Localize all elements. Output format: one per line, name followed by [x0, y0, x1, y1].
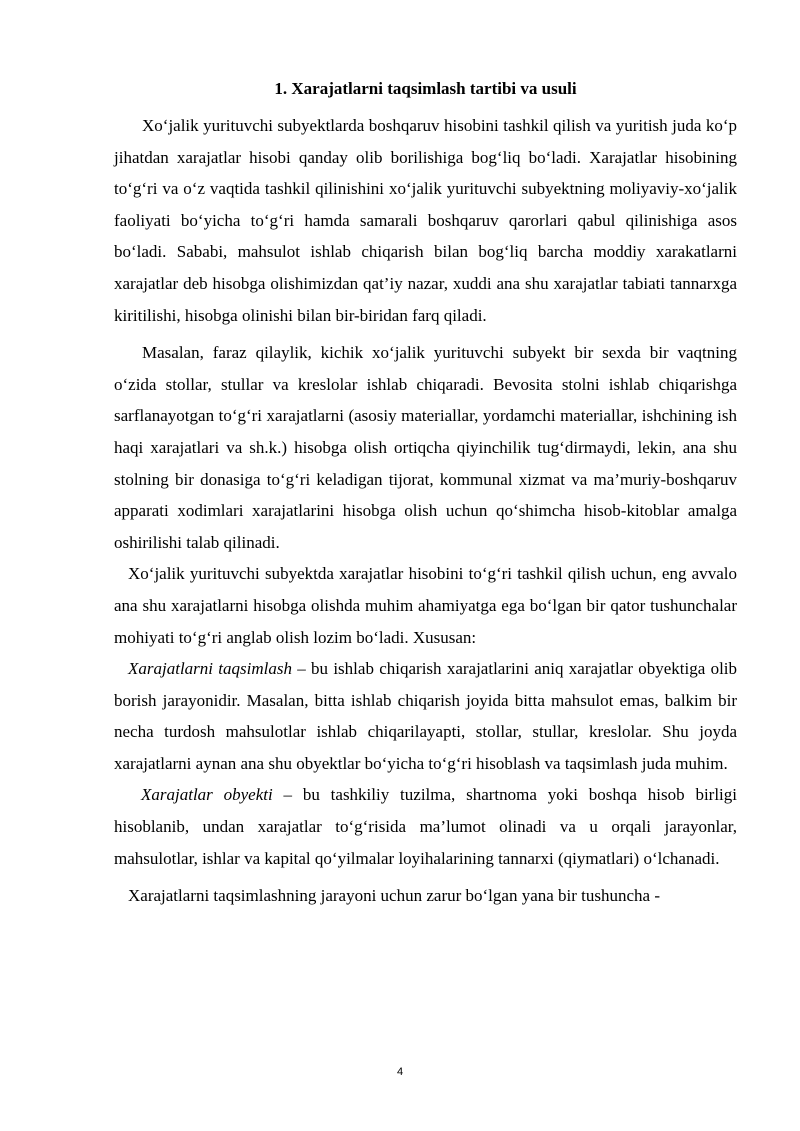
paragraph-5 — [114, 779, 737, 874]
paragraph-4 — [114, 653, 737, 779]
paragraph-5-text: – bu tashkiliy tuzilma, shartnoma yoki boshqa hisob birligi hisoblanib, undan xarajatlar to‘g‘risida ma’lumot olinadi va u orqali jarayonlar, mahsulotlar, ishlar va kapital qo‘yilmalar loyihalarining tannarxi (qiymatlari) o‘lchanadi. — [114, 785, 737, 868]
document-page — [114, 70, 737, 912]
section-heading: 1. Xarajatlarni taqsimlash tartibi va usuli — [274, 79, 577, 98]
paragraph-4-text: – bu ishlab chiqarish xarajatlarini aniq xarajatlar obyektiga olib borish jarayonidir. Masalan, bitta ishlab chiqarish joyida bitta mahsulot emas, balkim bir necha turdosh mahsulotlar ishlab chiqarilayapti, stollar, stullar, kreslolar. Shu joyda xarajatlarni aynan ana shu obyektlar bo‘yicha to‘g‘ri hisoblash va taqsimlash juda muhim. — [114, 659, 738, 773]
paragraph-1: Xo‘jalik yurituvchi subyektlarda boshqaruv hisobini tashkil qilish va yuritish juda ko‘p jihatdan xarajatlar hisobi qanday olib borilishiga bog‘liq bo‘ladi. Xarajatlar hisobining to‘g‘ri va o‘z vaqtida tashkil qilinishini xo‘jalik yurituvchi subyektning moliyaviy-xo‘jalik faoliyati bo‘yicha to‘g‘ri hamda samarali boshqaruv qarorlari qabul qilinishiga asos bo‘ladi. Sababi, mahsulot ishlab chiqarish bilan bog‘liq barcha moddiy xarakatlarni xarajatlar deb hisobga olishimizdan qat’iy nazar, xuddi ana shu xarajatlar tabiati tannarxga kiritilishi, hisobga olinishi bilan bir-biridan farq qiladi. — [114, 116, 737, 325]
paragraph-6: Xarajatlarni taqsimlashning jarayoni uchun zarur bo‘lgan yana bir tushuncha - — [128, 886, 661, 906]
paragraph-2: Masalan, faraz qilaylik, kichik xo‘jalik yurituvchi subyekt bir sexda bir vaqtning o‘zida stollar, stullar va kreslolar ishlab chiqaradi. Bevosita stolni ishlab chiqarishga sarflanayotgan to‘g‘ri xarajatlarni (asosiy materiallar, yordamchi materiallar, ishchining ish haqi xarajatlari va sh.k.) hisobga olish ortiqcha qiyinchilik tug‘dirmaydi, lekin, ana shu stolning bir donasiga to‘g‘ri keladigan tijorat, kommunal xizmat va ma’muriy-boshqaruv apparati xodimlari xarajatlarini hisobga olish uchun qo‘shimcha hisob-kitoblar amalga oshirilishi talab qilinadi. — [114, 343, 737, 552]
term-xarajatlar-obyekti: Xarajatlar obyekti — [141, 785, 273, 805]
term-xarajatlarni-taqsimlash: Xarajatlarni taqsimlash — [128, 659, 292, 679]
paragraph-3: Xo‘jalik yurituvchi subyektda xarajatlar hisobini to‘g‘ri tashkil qilish uchun, eng avvalo ana shu xarajatlarni hisobga olishda muhim ahamiyatga ega bo‘lgan bir qator tushunchalar mohiyati to‘g‘ri anglab olish lozim bo‘ladi. Xususan: — [114, 564, 737, 647]
page-number: 4 — [396, 1066, 404, 1078]
